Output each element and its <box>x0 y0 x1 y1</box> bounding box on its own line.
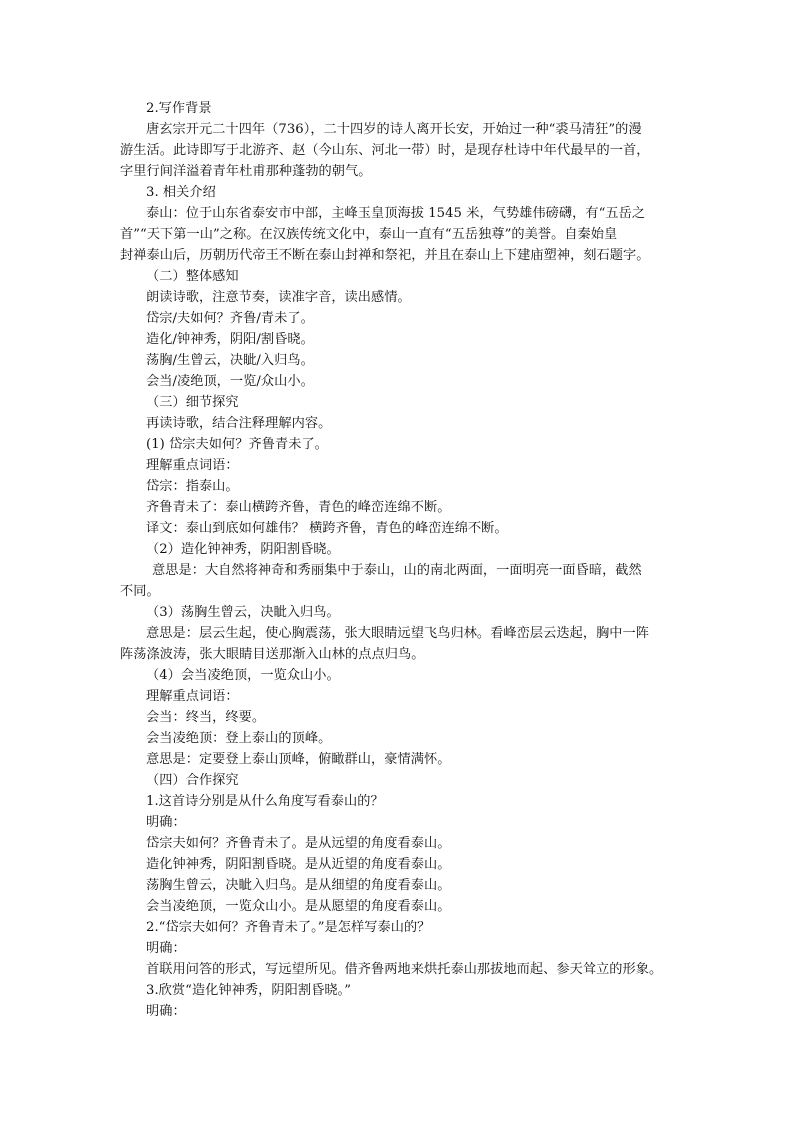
paragraph-line: 首联用问答的形式，写远望所见。借齐鲁两地来烘托泰山那拔地而起、参天耸立的形象。 <box>146 962 663 977</box>
poem-line: 荡胸/生曾云，决眦/入归鸟。 <box>146 353 314 368</box>
paragraph-line: 译文：泰山到底如何雄伟？ 横跨齐鲁，青色的峰峦连绵不断。 <box>146 521 508 536</box>
paragraph-line: 荡胸生曾云，决眦入归鸟。是从细望的角度看泰山。 <box>146 878 451 893</box>
paragraph-line: 理解重点词语： <box>146 689 239 704</box>
paragraph-line: 会当凌绝顶：登上泰山的顶峰。 <box>146 731 332 746</box>
section-heading-writing-background: 2.写作背景 <box>146 101 212 116</box>
paragraph-line: 朗读诗歌，注意节奏，读准字音，读出感情。 <box>146 290 411 305</box>
paragraph-line: 首”“天下第一山”之称。在汉族传统文化中，泰山一直有“五岳独尊”的美誉。自秦始皇 <box>120 227 618 242</box>
paragraph-line: 阵荡涤波涛，张大眼睛目送那渐入山林的点点归鸟。 <box>120 647 425 662</box>
paragraph-line: 不同。 <box>120 584 160 599</box>
section-heading-cooperative-exploration: （四）合作探究 <box>146 773 239 788</box>
paragraph-line: 齐鲁青未了：泰山横跨齐鲁，青色的峰峦连绵不断。 <box>146 500 451 515</box>
paragraph-line: 岱宗：指泰山。 <box>146 479 239 494</box>
paragraph-line: 字里行间洋溢着青年杜甫那种蓬勃的朝气。 <box>120 164 372 179</box>
paragraph-line: 意思是：大自然将神奇和秀丽集中于泰山，山的南北两面，一面明亮一面昏暗，截然 <box>152 563 642 578</box>
paragraph-line: （4）会当凌绝顶，一览众山小。 <box>146 668 340 683</box>
section-heading-related-intro: 3. 相关介绍 <box>146 185 216 200</box>
paragraph-line: （2）造化钟神秀，阴阳割昏晓。 <box>146 542 340 557</box>
paragraph-line: 会当凌绝顶，一览众山小。是从愿望的角度看泰山。 <box>146 899 451 914</box>
paragraph-line: 明确： <box>146 815 186 830</box>
paragraph-line: 岱宗夫如何？齐鲁青未了。是从远望的角度看泰山。 <box>146 836 451 851</box>
paragraph-line: 泰山：位于山东省泰安市中部，主峰玉皇顶海拔 1545 米，气势雄伟磅礴，有“五岳之 <box>146 206 646 221</box>
poem-line: 会当/凌绝顶，一览/众山小。 <box>146 374 314 389</box>
poem-line: 造化/钟神秀，阴阳/割昏晓。 <box>146 332 314 347</box>
section-heading-overall-perception: （二）整体感知 <box>146 269 239 284</box>
question-line: 3.欣赏“造化钟神秀，阴阳割昏晓。” <box>146 983 351 998</box>
paragraph-line: 明确： <box>146 941 186 956</box>
paragraph-line: 意思是：定要登上泰山顶峰，俯瞰群山，豪情满怀。 <box>146 752 451 767</box>
poem-line: 岱宗/夫如何？齐鲁/青未了。 <box>146 311 314 326</box>
paragraph-line: 理解重点词语： <box>146 458 239 473</box>
paragraph-line: 会当：终当，终要。 <box>146 710 266 725</box>
paragraph-line: 再读诗歌，结合注释理解内容。 <box>146 416 332 431</box>
paragraph-line: 游生活。此诗即写于北游齐、赵（今山东、河北一带）时，是现存杜诗中年代最早的一首， <box>120 143 650 158</box>
question-line: 2.“岱宗夫如何？齐鲁青未了。”是怎样写泰山的？ <box>146 920 431 935</box>
paragraph-line: 意思是：层云生起，使心胸震荡，张大眼睛远望飞鸟归林。看峰峦层云迭起，胸中一阵 <box>146 626 650 641</box>
section-heading-detail-exploration: （三）细节探究 <box>146 395 239 410</box>
question-line: 1.这首诗分别是从什么角度写看泰山的？ <box>146 794 384 809</box>
paragraph-line: 唐玄宗开元二十四年（736），二十四岁的诗人离开长安，开始过一种“裘马清狂”的漫 <box>146 122 642 137</box>
paragraph-line: （3）荡胸生曾云，决眦入归鸟。 <box>146 605 340 620</box>
paragraph-line: 造化钟神秀，阴阳割昏晓。是从近望的角度看泰山。 <box>146 857 451 872</box>
paragraph-line: (1) 岱宗夫如何？齐鲁青未了。 <box>146 437 328 452</box>
paragraph-line: 封禅泰山后，历朝历代帝王不断在泰山封禅和祭祀，并且在泰山上下建庙塑神，刻石题字。 <box>120 248 650 263</box>
paragraph-line: 明确： <box>146 1004 186 1019</box>
